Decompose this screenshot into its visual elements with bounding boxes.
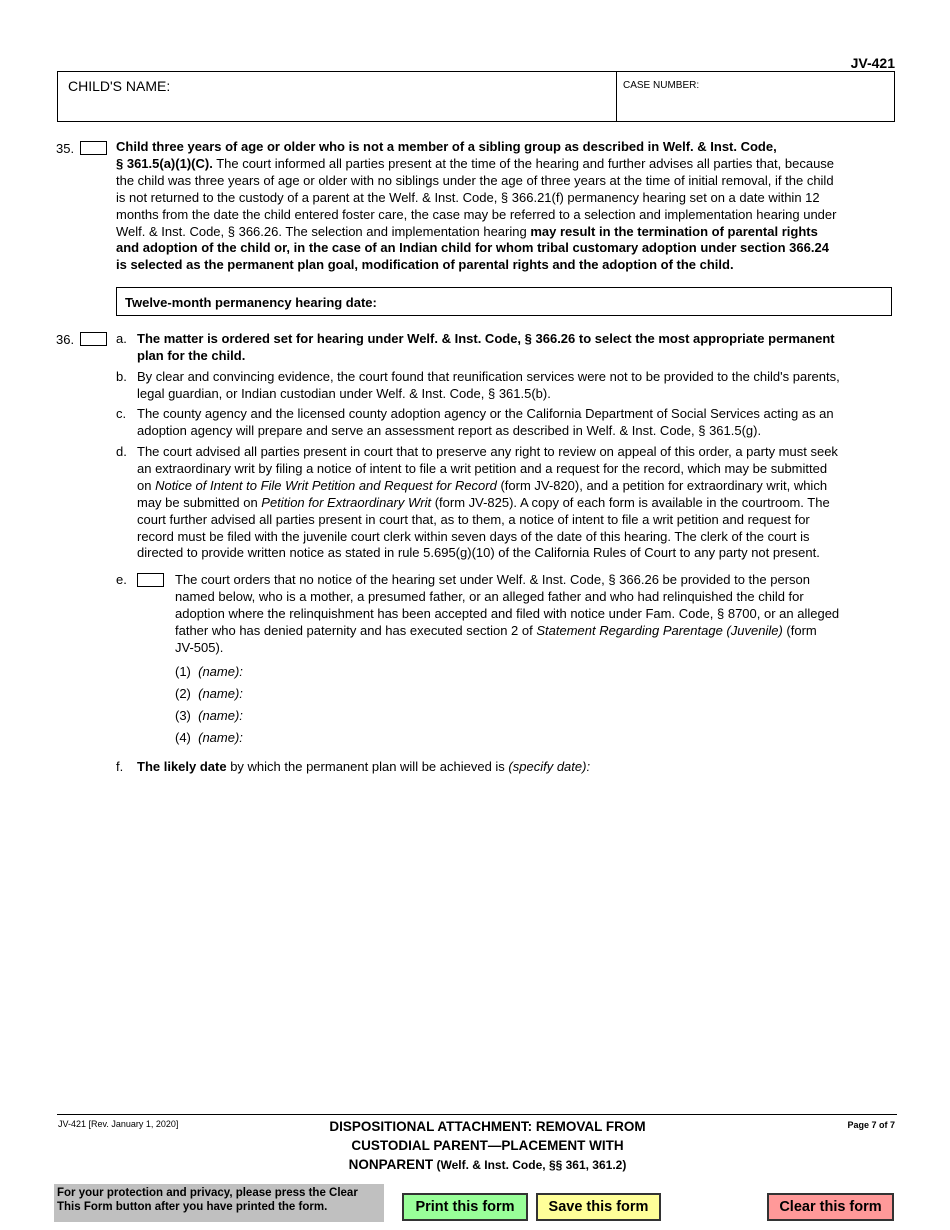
name-row-num: (4) [175, 730, 191, 745]
item-36e-line4-post: (form [782, 622, 817, 638]
item-36f-bold: The likely date [137, 759, 227, 774]
item-35-line6: Welf. & Inst. Code, § 366.26. The selection and implementation hearing [116, 223, 531, 239]
print-button[interactable]: Print this form [402, 1193, 528, 1221]
item-35-line3: the child was three years of age or older with no siblings under the age of three years at the time of initial removal, if the child [116, 172, 834, 188]
name-row-4[interactable] [175, 730, 243, 747]
item-36f-specify: (specify date): [508, 759, 591, 774]
form-revision: JV-421 [Rev. January 1, 2020] [58, 1119, 179, 1129]
item-36b-text [137, 369, 907, 403]
form-title-citation: (Welf. & Inst. Code, §§ 361, 361.2) [433, 1158, 627, 1172]
name-row-label: (name): [198, 686, 243, 701]
item-36c-line1: The county agency and the licensed county adoption agency or the California Department of Social Services acting as an [137, 406, 834, 421]
item-36e-checkbox[interactable] [137, 573, 164, 587]
item-36d-line4-post: (form JV-825). A copy of each form is available in the courtroom. The [431, 494, 830, 510]
name-row-num: (3) [175, 708, 191, 723]
item-35-line4: is not returned to the custody of a parent at the Welf. & Inst. Code, § 366.21(f) permanency hearing set on a date within 12 [116, 189, 820, 205]
name-row-2[interactable] [175, 686, 243, 703]
item-35-line1: Child three years of age or older who is not a member of a sibling group as described in Welf. & Inst. Code, [116, 139, 777, 154]
name-row-num: (1) [175, 664, 191, 679]
clear-button[interactable]: Clear this form [767, 1193, 894, 1221]
item-36e-text [175, 572, 905, 657]
item-36e-line3: adoption where the relinquishment has been accepted and filed with notice under Fam. Code, § 8700, or an alleged [175, 605, 840, 621]
permanency-hearing-date-field[interactable] [116, 287, 892, 316]
item-36d-line4-pre: may be submitted on [137, 494, 262, 510]
child-name-label: CHILD'S NAME: [68, 78, 171, 94]
item-35-line7: and adoption of the child or, in the case of an Indian child for whom tribal customary adoption under section 366.24 [116, 240, 829, 256]
item-36e-line4-pre: father who has denied paternity and has executed section 2 of [175, 622, 537, 638]
item-36e-line1: The court orders that no notice of the hearing set under Welf. & Inst. Code, § 366.26 be provided to the person [175, 572, 810, 587]
header-divider [616, 72, 617, 121]
form-title [260, 1117, 715, 1175]
item-36c-text [137, 406, 907, 440]
permanency-hearing-date-label: Twelve-month permanency hearing date: [125, 295, 377, 310]
item-36a-line2: plan for the child. [137, 347, 246, 363]
item-36e-letter: e. [116, 572, 127, 587]
item-36c-line2: adoption agency will prepare and serve an assessment report as described in Welf. & Inst. Code, § 361.5(g). [137, 422, 762, 438]
item-35-line2: The court informed all parties present at the time of the hearing and further advises all parties that, because [212, 155, 835, 171]
form-title-line3: NONPARENT [348, 1157, 434, 1172]
item-36d-form-jv820-title: Notice of Intent to File Writ Petition and Request for Record [155, 477, 497, 493]
item-35-number: 35. [56, 141, 75, 156]
footer-divider [57, 1114, 897, 1115]
name-row-3[interactable] [175, 708, 243, 725]
item-36d-form-jv825-title: Petition for Extraordinary Writ [261, 494, 432, 510]
item-36-checkbox[interactable] [80, 332, 107, 346]
privacy-line1: For your protection and privacy, please press the Clear [57, 1187, 358, 1199]
item-36e-line2: named below, who is a mother, a presumed father, or an alleged father and who had relinquished the child for [175, 588, 804, 604]
name-row-num: (2) [175, 686, 191, 701]
item-36d-line1: The court advised all parties present in court that to preserve any right to review on appeal of this order, a party must seek [137, 444, 838, 459]
item-36b-line2: legal guardian, or Indian custodian under Welf. & Inst. Code, § 361.5(b). [137, 385, 551, 401]
item-36-number: 36. [56, 332, 75, 347]
case-number-label: CASE NUMBER: [623, 80, 700, 91]
item-36d-line5: court further advised all parties present in court that, as to them, a notice of intent to file a writ petition and request for [137, 511, 810, 527]
item-36b-line1: By clear and convincing evidence, the court found that reunification services were not to be provided to the child's parents, [137, 369, 840, 384]
privacy-line2: This Form button after you have printed the form. [57, 1201, 328, 1213]
form-title-line1: DISPOSITIONAL ATTACHMENT: REMOVAL FROM [329, 1119, 646, 1134]
item-36d-line3-pre: on [137, 477, 156, 493]
item-35-line8: is selected as the permanent plan goal, modification of parental rights and the adoption of the child. [116, 257, 734, 273]
item-36e-form-jv505-title: Statement Regarding Parentage (Juvenile) [536, 622, 783, 638]
item-36b-letter: b. [116, 369, 127, 384]
item-36a-text [137, 331, 907, 365]
item-36d-line7: directed to provide written notice as stated in rule 5.695(g)(10) of the California Rules of Court to any party not present. [137, 545, 820, 561]
privacy-notice [54, 1184, 384, 1222]
item-36f-date-field[interactable] [137, 759, 907, 776]
item-36d-line3-post: (form JV-820), and a petition for extraordinary writ, which [496, 477, 828, 493]
name-row-1[interactable] [175, 664, 243, 681]
item-35-checkbox[interactable] [80, 141, 107, 155]
form-id: JV-421 [850, 55, 895, 71]
page-number: Page 7 of 7 [847, 1120, 895, 1130]
name-row-label: (name): [198, 730, 243, 745]
item-36f-plain: by which the permanent plan will be achieved is [226, 759, 509, 774]
item-35-line5: months from the date the child entered foster care, the case may be referred to a selection and implementation hearing under [116, 206, 837, 222]
name-row-label: (name): [198, 708, 243, 723]
header-box [57, 71, 895, 122]
item-35-citation: § 361.5(a)(1)(C). [116, 155, 213, 171]
item-36a-line1: The matter is ordered set for hearing under Welf. & Inst. Code, § 366.26 to select the most appropriate permanent [137, 331, 835, 346]
item-36d-text [137, 444, 907, 562]
item-36d-line2: an extraordinary writ by filing a notice of intent to file a writ petition and a request for the record, which may be submitted [137, 460, 828, 476]
form-title-line2: CUSTODIAL PARENT—PLACEMENT WITH [351, 1138, 624, 1153]
save-button[interactable]: Save this form [536, 1193, 661, 1221]
item-36f-letter: f. [116, 759, 124, 774]
item-36a-letter: a. [116, 331, 127, 346]
item-36d-line6: record must be filed with the juvenile court clerk within seven days of the date of this hearing. The clerk of the court is [137, 528, 810, 544]
item-35-line6-bold: may result in the termination of parental rights [530, 223, 818, 239]
name-row-label: (name): [198, 664, 243, 679]
item-36c-letter: c. [116, 406, 127, 421]
item-35-text [116, 139, 906, 274]
item-36e-line5: JV-505). [175, 639, 224, 655]
item-36d-letter: d. [116, 444, 127, 459]
